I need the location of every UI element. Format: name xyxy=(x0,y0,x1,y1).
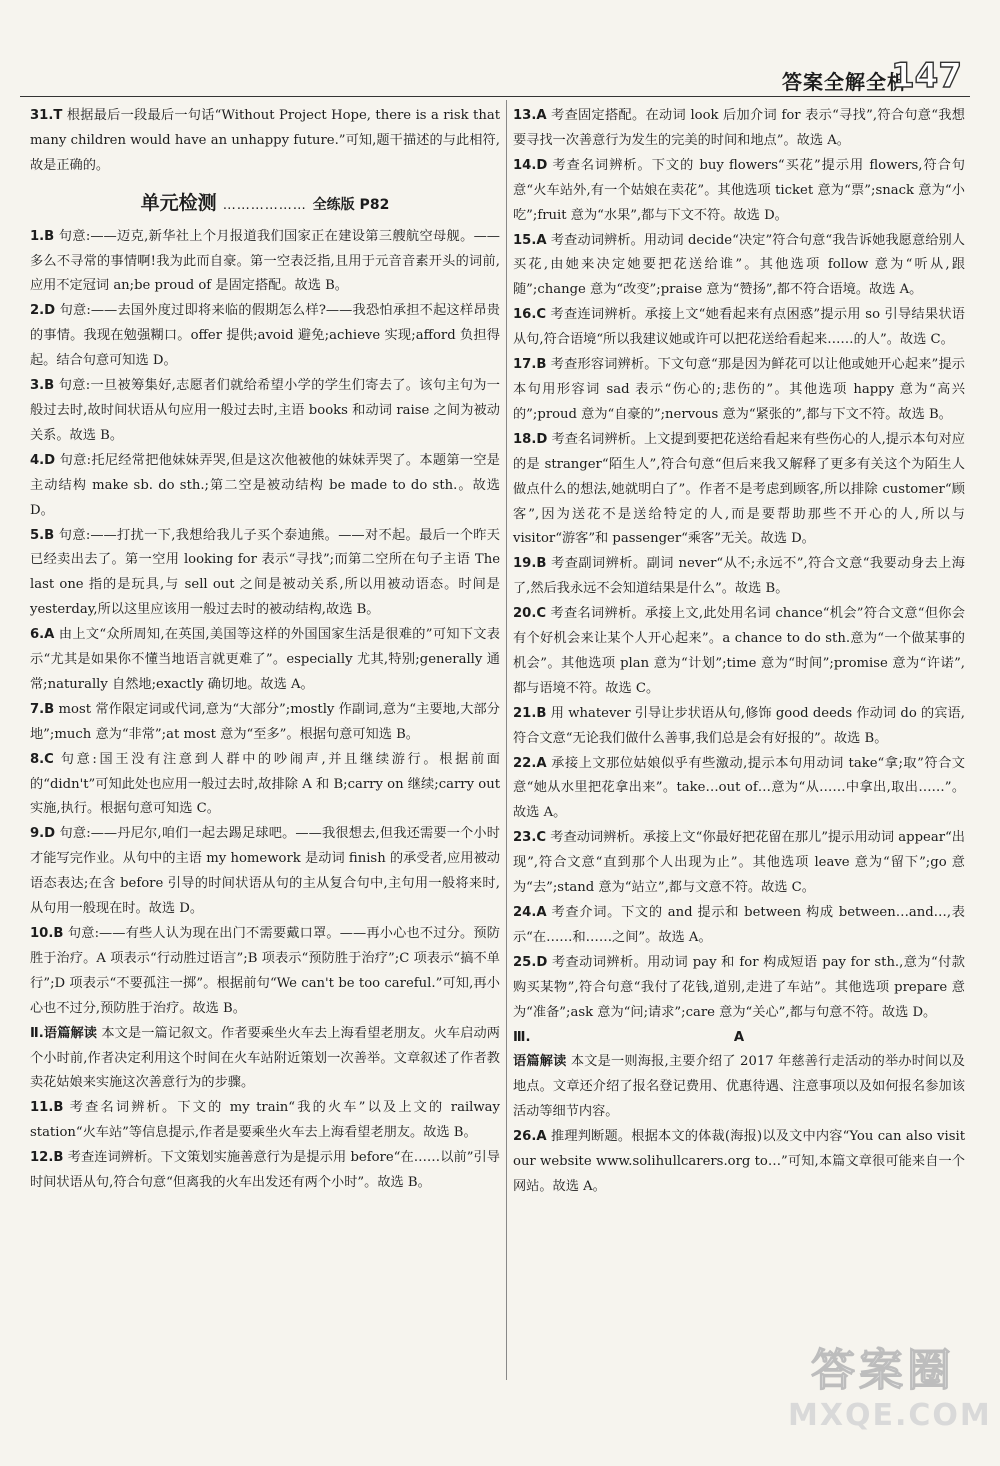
passage-intro: Ⅱ.语篇解读 本文是一篇记叙文。作者要乘坐火车去上海看望老朋友。火车启动两个小时前,作者决定利用这个时间在火车站附近策划一次善举。文章叙述了作者教卖花姑娘来实施这次善意行为的步骤。 xyxy=(30,1025,500,1091)
answer-item: 18.D 考查名词辨析。上文提到要把花送给看起来有些伤心的人,提示本句对应的是 stranger“陌生人”,符合句意“但后来我又解释了更多有关这个为陌生人做点什么的想法,她就明白了”。作者不是考虑到顾客,所以排除 customer“顾客”,因为送花不是送给特定的人,而是要帮助那些不开心的人,所以与 visitor“游客”和 passenger“乘客”无关。故选 D。 xyxy=(513,431,965,547)
answer-item: 5.B 句意:——打扰一下,我想给我儿子买个泰迪熊。——对不起。最后一个昨天已经卖出去了。第一空用 looking for 表示“寻找”;而第二空所在句子主语 The last one 指的是玩具,与 sell out 之间是被动关系,所以用被动语态。时间是 yesterday,所以这里应该用一般过去时的被动结构,故选 B。 xyxy=(30,527,500,618)
answer-item: 25.D 考查动词辨析。用动词 pay 和 for 构成短语 pay for sth.,意为“付款购买某物”,符合句意“我付了花钱,道别,走进了车站”。其他选项 prepare 意为“准备”;ask 意为“问;请求”;care 意为“关心”,都与句意不符。故选 D。 xyxy=(513,954,965,1020)
right-column xyxy=(513,104,965,1200)
passage-intro: 语篇解读 本文是一则海报,主要介绍了 2017 年慈善行走活动的举办时间以及地点。文章还介绍了报名登记费用、优惠待遇、注意事项以及如何报名参加该活动等细节内容。 xyxy=(513,1054,965,1120)
answer-item: 10.B 句意:——有些人认为现在出门不需要戴口罩。——再小心也不过分。预防胜于治疗。A 项表示“行动胜过语言”;B 项表示“预防胜于治疗”;C 项表示“搞不单行”;D 项表示“不要孤注一掷”。根据前句“We can't be too careful.”可知,再小心也不过分,预防胜于治疗。故选 B。 xyxy=(30,926,500,1016)
answer-item: 16.C 考查连词辨析。承接上文“她看起来有点困惑”提示用 so 引导结果状语从句,符合语境“所以我建议她或许可以把花送给看起来……的人”。故选 C。 xyxy=(513,307,965,348)
part-heading: Ⅲ. A xyxy=(513,1029,745,1045)
answer-item: 15.A 考查动词辨析。用动词 decide“决定”符合句意“我告诉她我愿意给别人买花,由她来决定她要把花送给谁”。其他选项 follow 意为“听从,跟随”;change 意为“改变”;praise 意为“赞扬”,都不符合语境。故选 A。 xyxy=(513,232,965,298)
answer-item: 8.C 句意:国王没有注意到人群中的吵闹声,并且继续游行。根据前面的“didn't”可知此处也应用一般过去时,故排除 A 和 B;carry on 继续;carry out 实施,执行。根据句意可知选 C。 xyxy=(30,751,500,817)
answer-item: 11.B 考查名词辨析。下文的 my train“我的火车”以及上文的 railway station“火车站”等信息提示,作者是要乘坐火车去上海看望老朋友。故选 B。 xyxy=(30,1100,500,1141)
page-header xyxy=(0,0,1000,100)
answer-item: 21.B 用 whatever 引导让步状语从句,修饰 good deeds 作动词 do 的宾语,符合文意“无论我们做什么善事,我们总是会有好报的”。故选 B。 xyxy=(513,705,965,746)
answer-item: 31.T 根据最后一段最后一句话“Without Project Hope, there is a risk that many children would have an unhappy future.”可知,题干描述的与此相符,故是正确的。 xyxy=(30,108,500,173)
header-title: 答案全解全析 xyxy=(782,70,908,94)
answer-item: 24.A 考查介词。下文的 and 提示和 between 构成 between…and…,表示“在……和……之间”。故选 A。 xyxy=(513,905,965,945)
answer-item: 9.D 句意:——丹尼尔,咱们一起去踢足球吧。——我很想去,但我还需要一个小时才能写完作业。从句中的主语 my homework 是动词 finish 的承受者,应用被动语态表达;在含 before 引导的时间状语从句的主从复合句中,主句用一般将来时,从句用一般现在时。故选 D。 xyxy=(30,826,500,917)
answer-item: 1.B 句意:——迈克,新华社上个月报道我们国家正在建设第三艘航空母舰。——多么不寻常的事情啊!我为此而自豪。第一空表泛指,且用于元音音素开头的词前,应用不定冠词 an;be proud of 是固定搭配。故选 B。 xyxy=(30,228,500,294)
answer-item: 12.B 考查连词辨析。下文策划实施善意行为是提示用 before“在……以前”引导时间状语从句,符合句意“但离我的火车出发还有两个小时”。故选 B。 xyxy=(30,1150,500,1191)
answer-item: 17.B 考查形容词辨析。下文句意“那是因为鲜花可以让他或她开心起来”提示本句用形容词 sad 表示“伤心的;悲伤的”。其他选项 happy 意为“高兴的”;proud 意为“自豪的”;nervous 意为“紧张的”,都与下文不符。故选 B。 xyxy=(513,357,965,422)
answer-item: 2.D 句意:——去国外度过即将来临的假期怎么样?——我恐怕承担不起这样昂贵的事情。我现在勉强糊口。offer 提供;avoid 避免;achieve 实现;afford 负担得起。结合句意可知选 D。 xyxy=(30,303,500,369)
answer-item: 26.A 推理判断题。根据本文的体裁(海报)以及文中内容“You can also visit our website www.solihullcarers.org to…”可知,本篇文章很可能来自一个网站。故选 A。 xyxy=(513,1129,965,1194)
column-divider xyxy=(506,100,507,1380)
section-title: 单元检测 xyxy=(140,191,217,214)
left-column xyxy=(30,104,500,1196)
answer-item: 19.B 考查副词辨析。副词 never“从不;永远不”,符合文意“我要动身去上海了,然后我永远不会知道结果是什么”。故选 B。 xyxy=(513,556,965,597)
answer-item: 6.A 由上文“众所周知,在英国,美国等这样的外国国家生活是很难的”可知下文表示“尤其是如果你不懂当地语言就更难了”。especially 尤其,特别;generally 通常;naturally 自然地;exactly 确切地。故选 A。 xyxy=(30,627,500,692)
section-dots: ……………… xyxy=(222,197,307,213)
watermark-logo: 答案圈 MXQE.COM xyxy=(788,1345,992,1433)
answer-item: 20.C 考查名词辨析。承接上文,此处用名词 chance“机会”符合文意“但你会有个好机会来让某个人开心起来”。a chance to do sth.意为“一个做某事的机会”。其他选项 plan 意为“计划”;time 意为“时间”;promise 意为“许诺”,都与语境不符。故选 C。 xyxy=(513,606,965,696)
answer-item: 7.B most 常作限定词或代词,意为“大部分”;mostly 作副词,意为“主要地,大部分地”;much 意为“非常”;at most 意为“至多”。根据句意可知选 B。 xyxy=(30,701,500,742)
section-heading xyxy=(30,191,500,219)
answer-item: 23.C 考查动词辨析。承接上文“你最好把花留在那儿”提示用动词 appear“出现”,符合文意“直到那个人出现为止”。其他选项 leave 意为“留下”;go 意为“去”;stand 意为“站立”,都与文意不符。故选 C。 xyxy=(513,830,965,896)
answer-item: 14.D 考查名词辨析。下文的 buy flowers“买花”提示用 flowers,符合句意“火车站外,有一个姑娘在卖花”。其他选项 ticket 意为“票”;snack 意为“小吃”;fruit 意为“水果”,都与下文不符。故选 D。 xyxy=(513,157,965,223)
header-rule xyxy=(20,96,970,97)
answer-item: 4.D 句意:托尼经常把他妹妹弄哭,但是这次他被他的妹妹弄哭了。本题第一空是主动结构 make sb. do sth.;第二空是被动结构 be made to do sth.。故选 D。 xyxy=(30,452,500,518)
page-number: 147 xyxy=(891,56,962,96)
answer-item: 13.A 考查固定搭配。在动词 look 后加介词 for 表示“寻找”,符合句意“我想要寻找一次善意行为发生的完美的时间和地点”。故选 A。 xyxy=(513,108,965,148)
answer-item: 22.A 承接上文那位姑娘似乎有些激动,提示本句用动词 take“拿;取”符合文意“她从水里把花拿出来”。take…out of…意为“从……中拿出,取出……”。故选 A。 xyxy=(513,755,965,821)
section-ref: 全练版 P82 xyxy=(312,196,390,213)
answer-item: 3.B 句意:一旦被筹集好,志愿者们就给希望小学的学生们寄去了。该句主句为一般过去时,故时间状语从句应用一般过去时,主语 books 和动词 raise 之间为被动关系。故选 B。 xyxy=(30,378,500,443)
